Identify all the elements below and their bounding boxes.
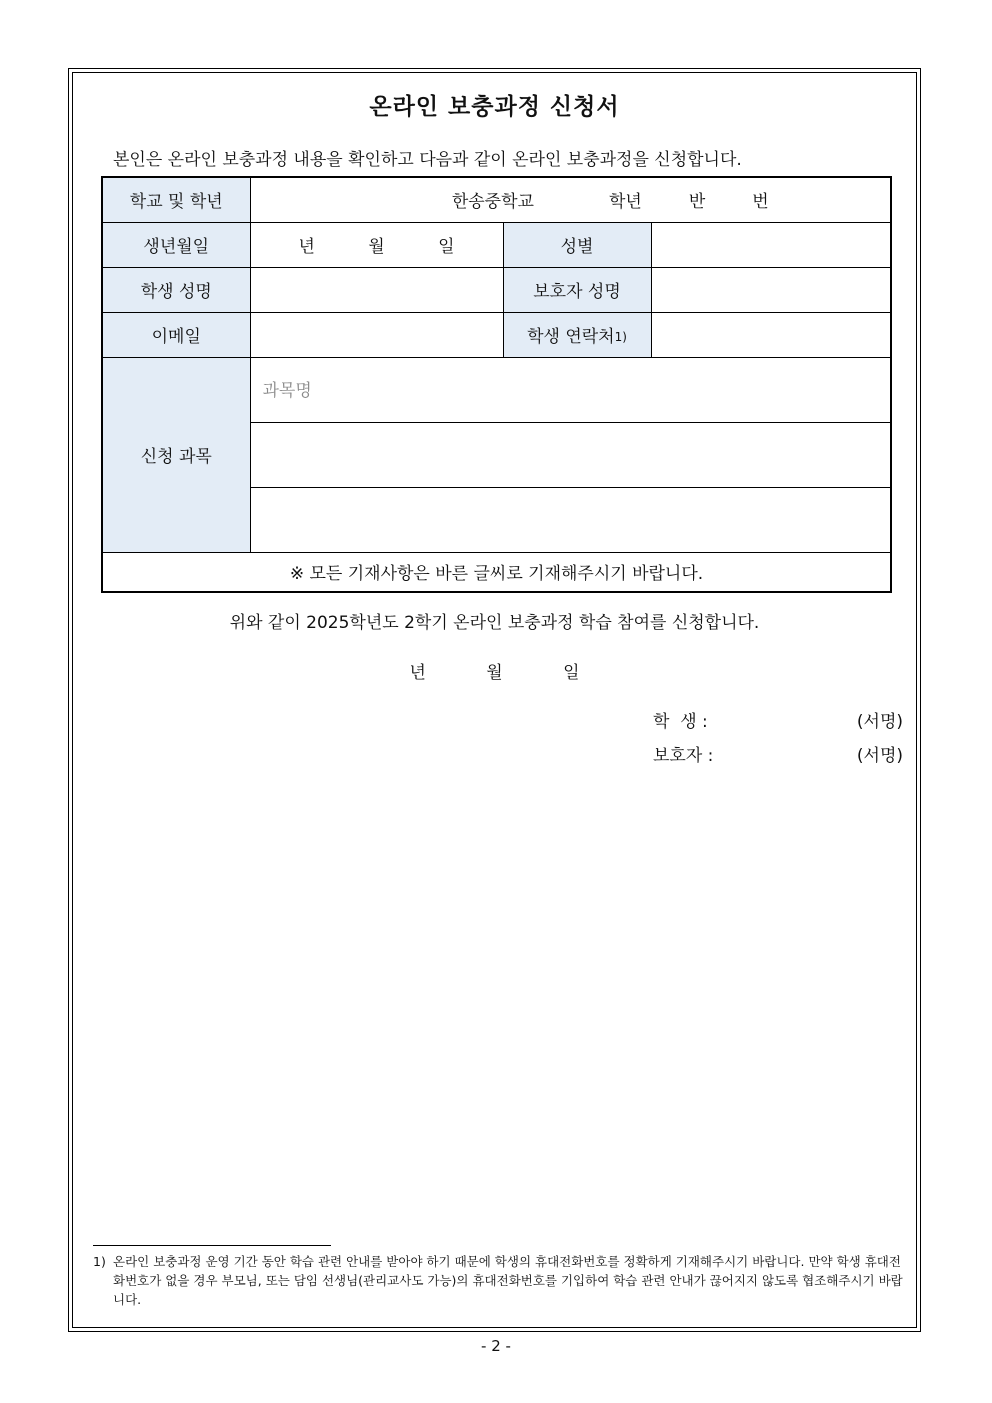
guardian-name-field[interactable] [651, 267, 891, 312]
school-name: 한송중학교 [451, 192, 534, 213]
school-grade-label: 학교 및 학년 [102, 177, 250, 222]
email-field[interactable] [250, 312, 503, 357]
guardian-sign-mark: (서명) [856, 745, 903, 766]
footnote-number: 1) [93, 1254, 106, 1269]
gender-label: 성별 [503, 222, 651, 267]
signature-block [653, 702, 903, 770]
confirm-text: 위와 같이 2025학년도 2학기 온라인 보충과정 학습 참여를 신청합니다. [229, 613, 760, 633]
subject-row-1 [102, 357, 891, 422]
birth-year: 년 [298, 237, 315, 257]
student-contact-label-cell [503, 312, 651, 357]
birth-field[interactable] [250, 222, 503, 267]
subject-field-3[interactable] [250, 487, 891, 552]
school-row [102, 177, 891, 222]
notice-text: ※ 모든 기재사항은 바른 글씨로 기재해주시기 바랍니다. [102, 552, 891, 592]
footnote-text: 온라인 보충과정 운영 기간 동안 학습 관련 안내를 받아야 하기 때문에 학생의 휴대전화번호를 정확하게 기재해주시기 바랍니다. 만약 학생 휴대전화번호가 없을 경우 부모님, 또는 담임 선생님(관리교사도 가능)의 휴대전화번호를 기입하여 학습 관련 안내가 끊어지지 않도록 협조해주시기 바랍니다. [113, 1254, 903, 1307]
guardian-signature-label: 보호자 : [653, 745, 714, 766]
birth-label: 생년월일 [102, 222, 250, 267]
student-signature-row [653, 702, 903, 736]
student-contact-label: 학생 연락처 [527, 327, 615, 347]
footnote-mark: 1) [614, 330, 627, 344]
page-number: - 2 - [481, 1337, 511, 1355]
page-title: 온라인 보충과정 신청서 [369, 94, 620, 120]
birth-day: 일 [438, 237, 455, 257]
student-signature-label: 학 생 : [653, 711, 708, 732]
guardian-signature-row [653, 736, 903, 770]
date-year: 년 [409, 663, 426, 683]
application-date [72, 658, 917, 683]
class-unit: 반 [688, 192, 706, 213]
subject-field-1[interactable]: 과목명 [250, 357, 891, 422]
intro-text: 본인은 온라인 보충과정 내용을 확인하고 다음과 같이 온라인 보충과정을 신청합니다. [113, 150, 742, 170]
notice-row [102, 552, 891, 592]
date-month: 월 [486, 663, 503, 683]
student-sign-mark: (서명) [856, 711, 903, 732]
guardian-name-label: 보호자 성명 [503, 267, 651, 312]
application-form [101, 176, 892, 593]
student-contact-field[interactable] [651, 312, 891, 357]
subject-field-2[interactable] [250, 422, 891, 487]
grade-unit: 학년 [608, 192, 642, 213]
names-row [102, 267, 891, 312]
student-name-label: 학생 성명 [102, 267, 250, 312]
number-unit: 번 [752, 192, 769, 213]
student-name-field[interactable] [250, 267, 503, 312]
footnote-divider [93, 1245, 331, 1246]
birth-month: 월 [368, 237, 385, 257]
date-day: 일 [563, 663, 580, 683]
email-label: 이메일 [102, 312, 250, 357]
school-grade-field[interactable] [250, 177, 891, 222]
contact-row [102, 312, 891, 357]
footnote [93, 1252, 903, 1309]
birth-gender-row [102, 222, 891, 267]
subjects-label: 신청 과목 [102, 357, 250, 552]
gender-field[interactable] [651, 222, 891, 267]
